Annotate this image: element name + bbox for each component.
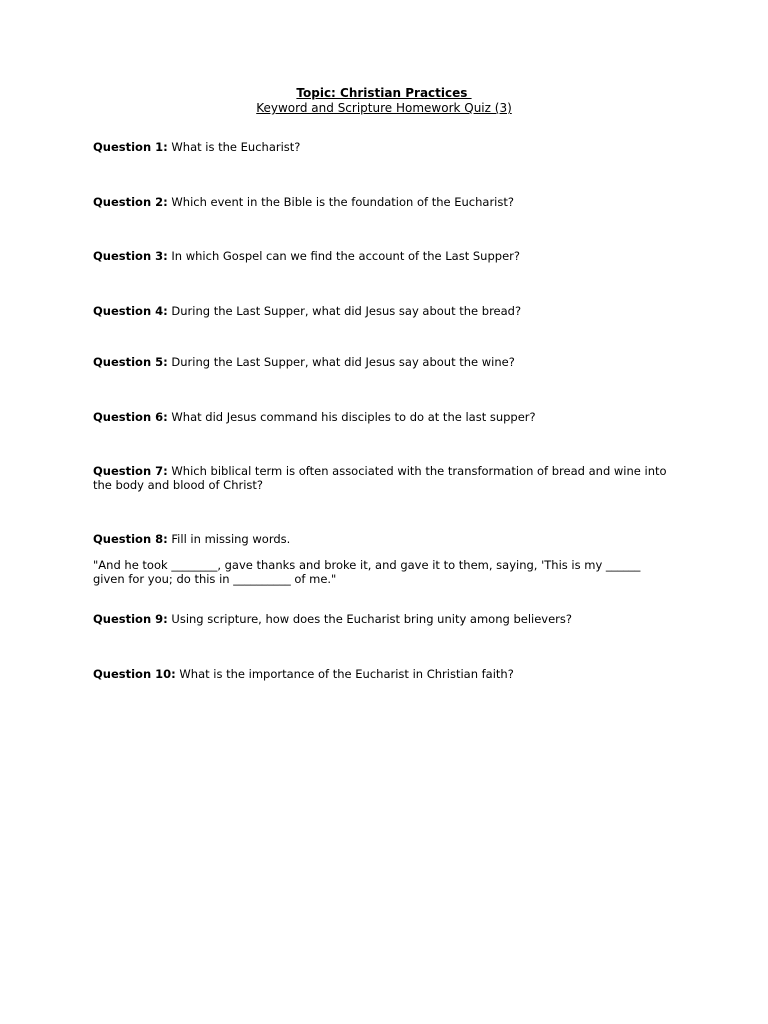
question-2 [93, 196, 693, 210]
question-text: What is the Eucharist? [167, 140, 301, 154]
question-text: Which event in the Bible is the foundation of the Eucharist? [167, 195, 514, 209]
question-label: Question 10: [93, 667, 176, 681]
question-8 [93, 533, 693, 547]
page-subtitle: Keyword and Scripture Homework Quiz (3) [256, 101, 512, 115]
question-1 [93, 141, 693, 155]
question-label: Question 4: [93, 304, 168, 318]
question-label: Question 7: [93, 464, 168, 478]
question-text: Which biblical term is often associated with the transformation of bread and wine into the body and blood of Christ? [93, 464, 667, 492]
question-6 [93, 411, 693, 425]
question-text: What is the importance of the Eucharist in Christian faith? [175, 667, 514, 681]
question-text: In which Gospel can we find the account of the Last Supper? [167, 249, 520, 263]
question-3 [93, 250, 693, 264]
question-text: Fill in missing words. [167, 532, 291, 546]
page-title: Topic: Christian Practices [296, 86, 472, 100]
question-label: Question 1: [93, 140, 168, 154]
question-text: Using scripture, how does the Eucharist bring unity among believers? [167, 612, 572, 626]
fill-in-quote: "And he took ________, gave thanks and broke it, and gave it to them, saying, 'This is my ______ given for you; do this in __________ of me." [93, 558, 641, 586]
question-label: Question 5: [93, 355, 168, 369]
question-5 [93, 356, 693, 370]
question-9 [93, 613, 693, 627]
question-10 [93, 668, 693, 682]
question-text: During the Last Supper, what did Jesus say about the wine? [167, 355, 515, 369]
question-4 [93, 305, 693, 319]
question-text: During the Last Supper, what did Jesus say about the bread? [167, 304, 522, 318]
question-label: Question 8: [93, 532, 168, 546]
question-label: Question 3: [93, 249, 168, 263]
question-7 [93, 465, 678, 492]
question-text: What did Jesus command his disciples to do at the last supper? [167, 410, 536, 424]
question-label: Question 6: [93, 410, 168, 424]
question-label: Question 2: [93, 195, 168, 209]
document-header [0, 86, 768, 116]
question-label: Question 9: [93, 612, 168, 626]
